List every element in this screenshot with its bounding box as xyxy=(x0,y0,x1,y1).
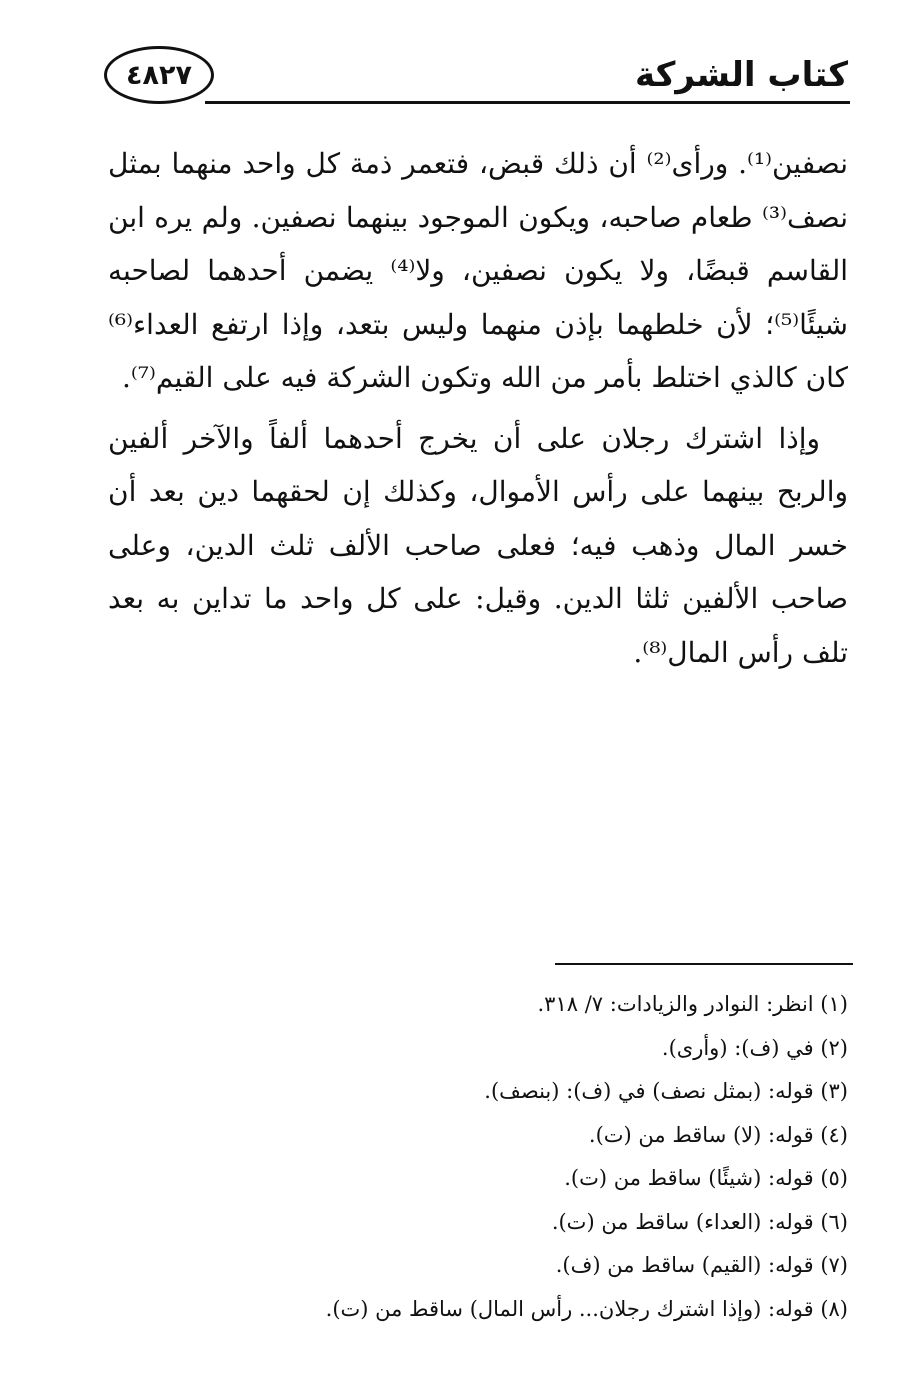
header-rule xyxy=(205,101,850,104)
footnote: (٤) قوله: (لا) ساقط من (ت). xyxy=(588,1122,848,1147)
paragraph: نصفين⁽¹⁾. ورأى⁽²⁾ أن ذلك قبض، فتعمر ذمة كل واحد منهما بمثل نصف⁽³⁾ طعام صاحبه، ويكون الموجود بينهما نصفين. ولم يره ابن القاسم قبضًا، ولا يكون نصفين، ولا⁽⁴⁾ يضمن أحدهما لصاحبه شيئًا⁽⁵⁾؛ لأن خلطهما بإذن منهما وليس بتعد، وإذا ارتفع العداء⁽⁶⁾ كان كالذي اختلط بأمر من الله وتكون الشركة فيه على القيم⁽⁷⁾. xyxy=(108,147,848,394)
footnote: (١) انظر: النوادر والزيادات: ٧/ ٣١٨. xyxy=(537,992,848,1016)
footnotes-list xyxy=(108,983,848,1331)
footnote: (٣) قوله: (بمثل نصف) في (ف): (بنصف). xyxy=(484,1079,848,1103)
footnote-separator xyxy=(555,963,853,965)
paragraph: وإذا اشترك رجلان على أن يخرج أحدهما ألفاً والآخر ألفين والربح بينهما على رأس الأموال، وكذلك إن لحقهما دين بعد أن خسر المال وذهب فيه؛ فعلى صاحب الألف ثلث الدين، وعلى صاحب الألفين ثلثا الدين. وقيل: على كل واحد ما تداين به بعد تلف رأس المال⁽⁸⁾. xyxy=(108,421,848,669)
footnote: (٧) قوله: (القيم) ساقط من (ف). xyxy=(555,1253,848,1277)
footnote: (٦) قوله: (العداء) ساقط من (ت). xyxy=(551,1209,848,1234)
footnote: (٥) قوله: (شيئًا) ساقط من (ت). xyxy=(564,1166,848,1190)
page-number: ٤٨٢٧ xyxy=(126,59,192,91)
footnote: (٢) في (ف): (وأرى). xyxy=(661,1035,848,1060)
main-text xyxy=(108,137,848,679)
running-header-title: كتاب الشركة xyxy=(635,55,848,95)
page-number-badge xyxy=(104,46,214,104)
footnote: (٨) قوله: (وإذا اشترك رجلان... رأس المال) ساقط من (ت). xyxy=(325,1296,848,1321)
